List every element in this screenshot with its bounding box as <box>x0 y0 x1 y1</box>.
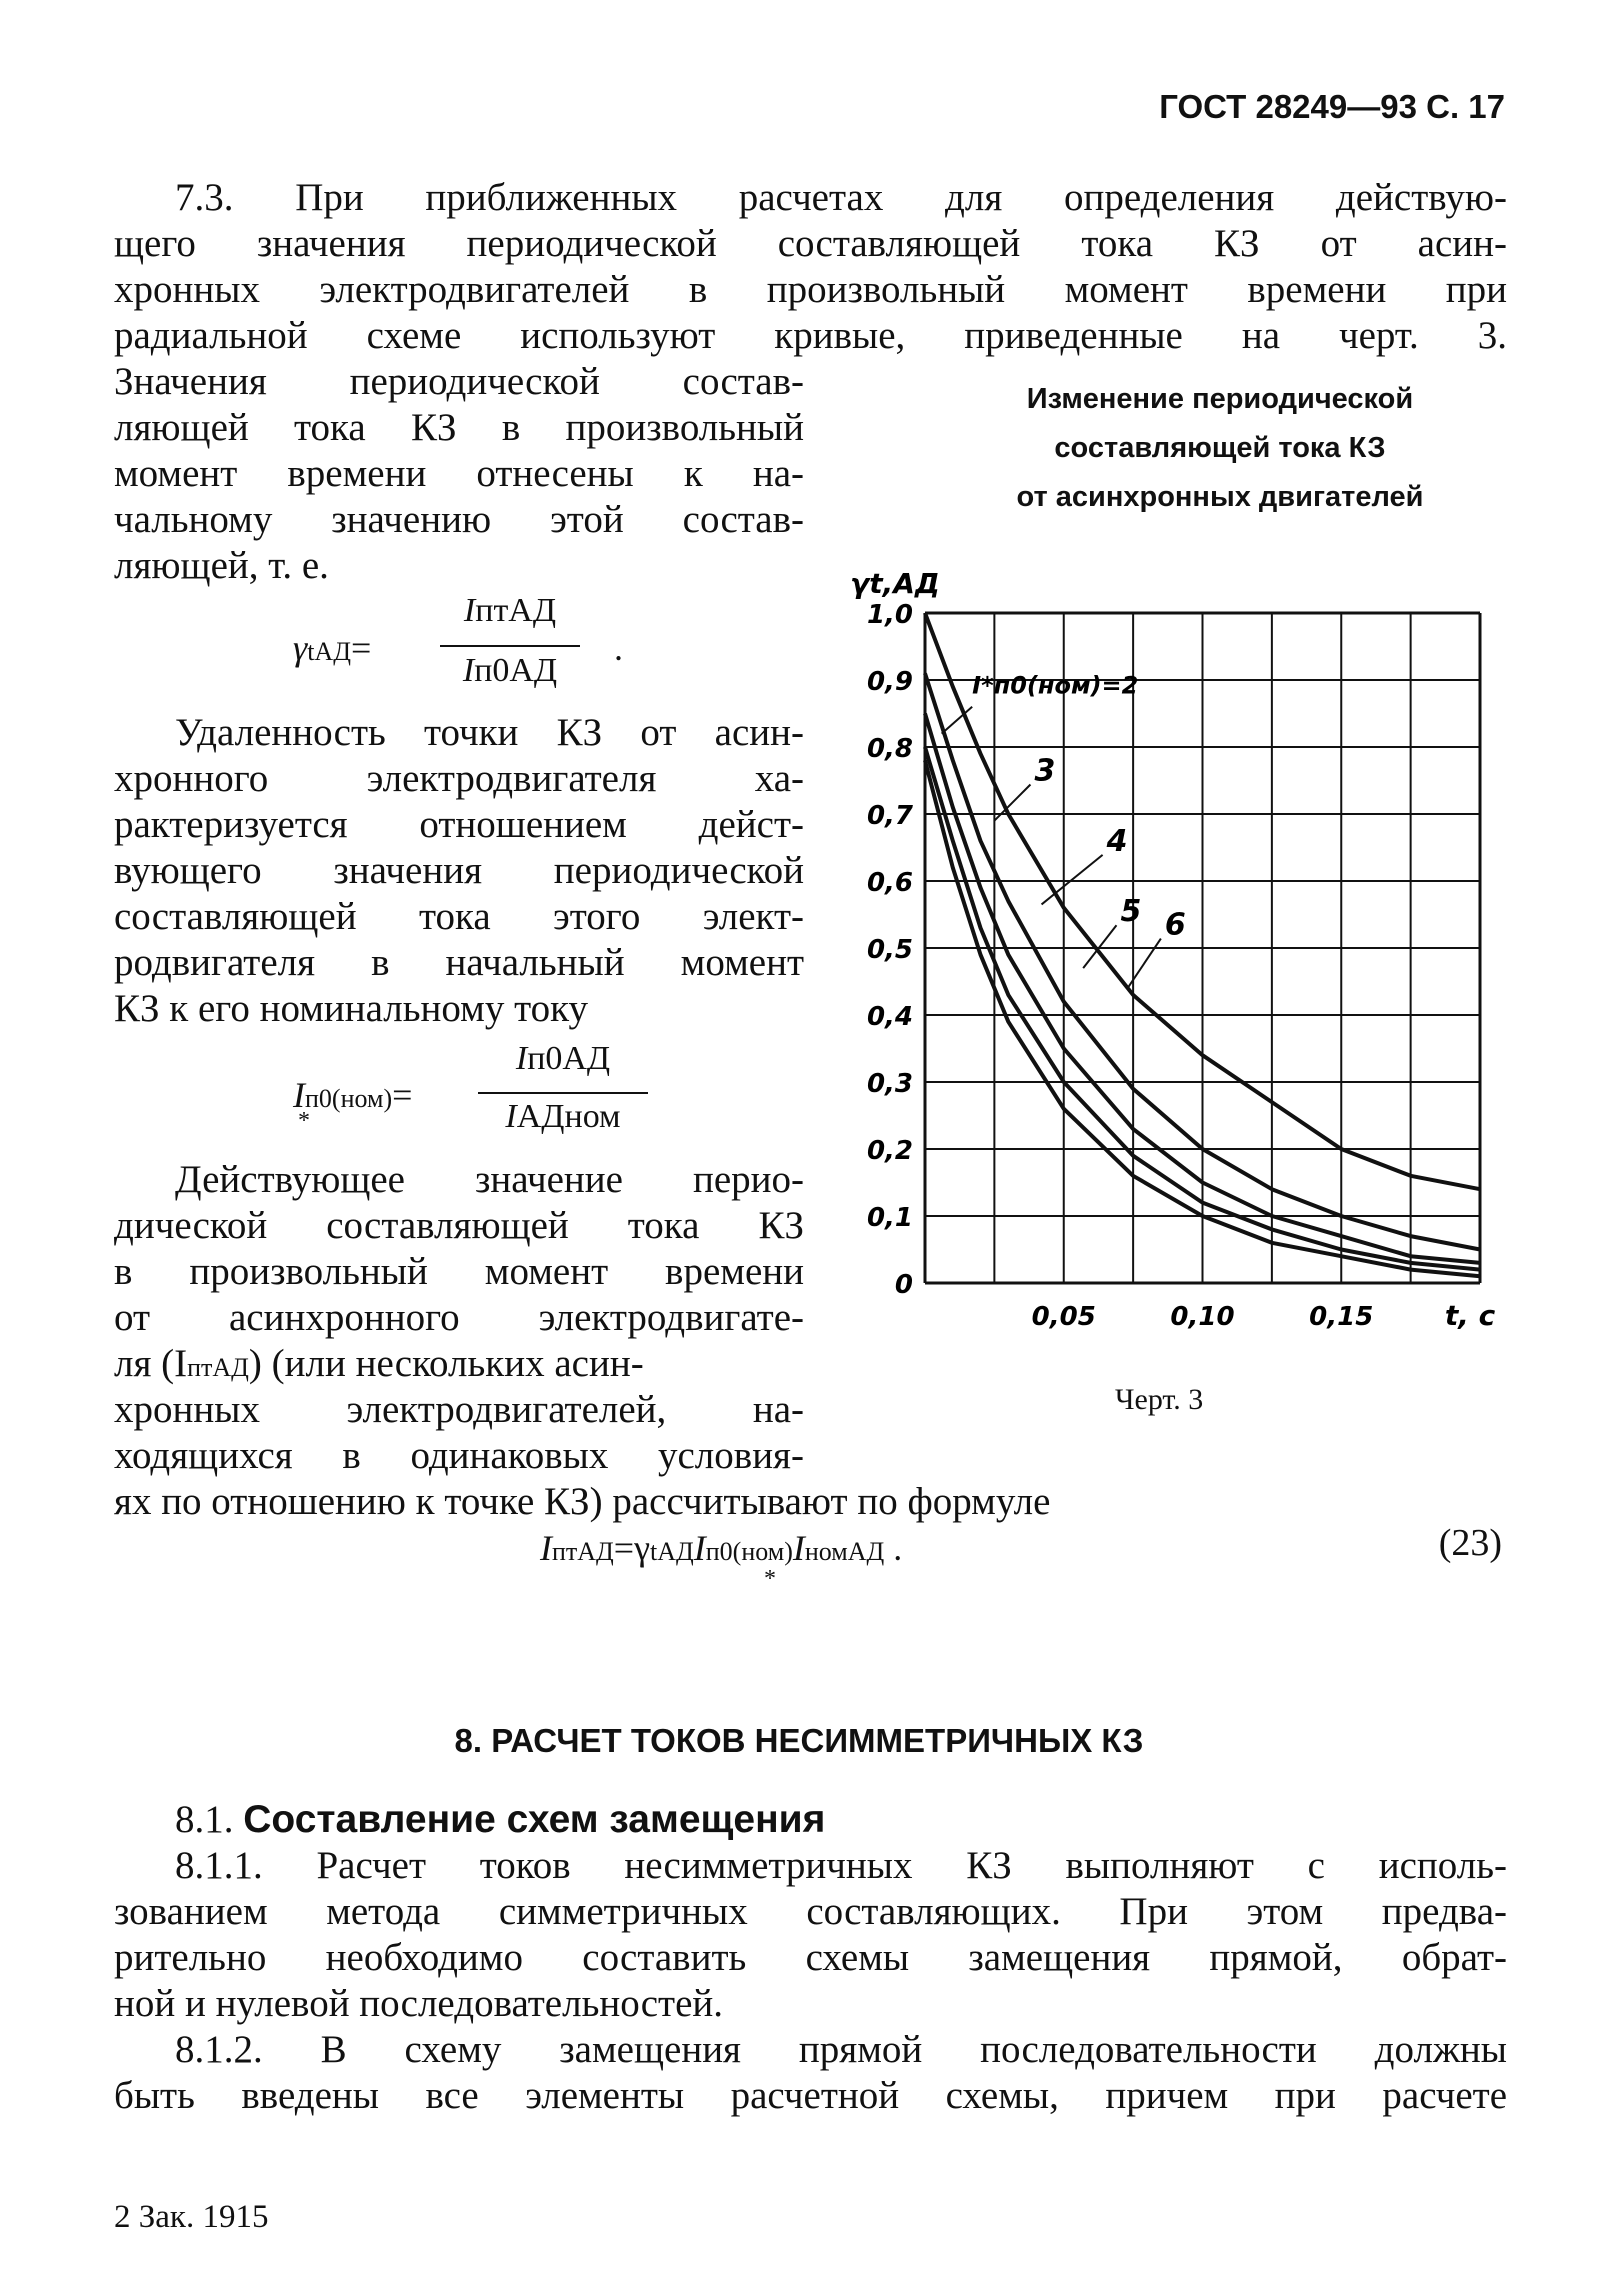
x-axis-label: t, с <box>1444 1299 1496 1332</box>
curve-label: 3 <box>1034 753 1056 789</box>
para-effective-line-4: от асинхронного электродвигате- <box>114 1296 804 1339</box>
x-tick-label: 0,15 <box>1309 1302 1374 1332</box>
leader-line <box>1042 855 1103 905</box>
footer-order: 2 Зак. 1915 <box>114 2199 269 2235</box>
formula-ratio-lhs: Iп0(ном)= <box>293 1075 413 1115</box>
figure-title-line-2: составляющей тока КЗ <box>1054 432 1386 464</box>
para-effective-last: ях по отношению к точке КЗ) рассчитывают по формуле <box>114 1480 1051 1523</box>
curve-label: 6 <box>1164 907 1186 943</box>
para-7-3-line-1: 7.3. При приближенных расчетах для определения действую- <box>175 176 1507 219</box>
para-effective-line-2: дической составляющей тока КЗ <box>114 1204 804 1247</box>
curve-label: 4 <box>1106 823 1128 859</box>
y-tick-label: 0,4 <box>866 1002 913 1032</box>
para-distance-line-3: рактеризуется отношением дейст- <box>114 803 804 846</box>
para-effective-line-5: ля (IптАД) (или нескольких асин- <box>114 1342 644 1385</box>
para-effective-line-3: в произвольный момент времени <box>114 1250 804 1293</box>
para-effective-line-7: ходящихся в одинаковых условия- <box>114 1434 804 1477</box>
para-distance-line-6: родвигателя в начальный момент <box>114 941 804 984</box>
formula-23-star: * <box>764 1566 776 1592</box>
y-tick-label: 0,9 <box>866 667 913 697</box>
para-7-3-left-3: момент времени отнесены к на- <box>114 452 804 495</box>
curve-label: 5 <box>1120 894 1142 930</box>
formula-ratio-star: * <box>298 1108 310 1134</box>
para-7-3-left-4: чальному значению этой состав- <box>114 498 804 541</box>
para-7-3-line-2: щего значения периодической составляющей тока КЗ от асин- <box>114 222 1507 265</box>
y-tick-label: 0,1 <box>866 1203 913 1233</box>
page-header: ГОСТ 28249—93 С. 17 <box>1159 88 1505 125</box>
y-tick-label: 0,7 <box>866 801 913 831</box>
p811-line-2: зованием метода симметричных составляющих. При этом предва- <box>114 1890 1507 1933</box>
x-tick-label: 0,10 <box>1170 1302 1235 1332</box>
figure-title-line-1: Изменение периодической <box>1026 383 1414 415</box>
para-effective-line-1: Действующее значение перио- <box>175 1158 804 1201</box>
section-title: 8. РАСЧЕТ ТОКОВ НЕСИММЕТРИЧНЫХ КЗ <box>454 1722 1144 1759</box>
y-tick-label: 1,0 <box>866 600 913 630</box>
para-distance-line-1: Удаленность точки КЗ от асин- <box>175 711 804 754</box>
p811-line-3: рительно необходимо составить схемы замещения прямой, обрат- <box>114 1936 1507 1979</box>
chart-labels <box>850 567 1495 1332</box>
leader-line <box>1083 925 1116 968</box>
formula-gamma-numerator: IптАД <box>463 592 557 629</box>
y-tick-label: 0 <box>894 1270 913 1300</box>
subsection-heading: 8.1. Составление схем замещения <box>175 1798 826 1841</box>
p811-line-1: 8.1.1. Расчет токов несимметричных КЗ выполняют с исполь- <box>175 1844 1507 1887</box>
y-axis-label: γt,АД <box>850 567 940 600</box>
para-7-3-left-5: ляющей, т. е. <box>114 544 329 587</box>
p811-line-4: ной и нулевой последовательностей. <box>114 1982 723 2025</box>
formula-gamma-denominator: Iп0АД <box>462 652 558 689</box>
equation-number: (23) <box>1438 1522 1502 1564</box>
p812-line-2: быть введены все элементы расчетной схемы, причем при расчете <box>114 2074 1507 2117</box>
para-7-3-left-2: ляющей тока КЗ в произвольный <box>114 406 804 449</box>
para-7-3-line-3: хронных электродвигателей в произвольный момент времени при <box>114 268 1507 311</box>
leader-line <box>994 785 1030 821</box>
formula-23: IптАД=γtАДIп0(ном)IномАД . <box>540 1528 903 1568</box>
y-tick-label: 0,8 <box>866 734 913 764</box>
formula-gamma-lhs: γtАД= <box>293 628 372 668</box>
para-distance-line-2: хронного электродвигателя ха- <box>114 757 804 800</box>
para-7-3-line-4: радиальной схеме используют кривые, приведенные на черт. 3. <box>114 314 1507 357</box>
formula-gamma-bar <box>440 645 580 647</box>
figure-caption: Черт. 3 <box>1115 1383 1204 1416</box>
decay-chart <box>840 555 1500 1335</box>
formula-ratio-bar <box>478 1092 648 1094</box>
y-tick-label: 0,6 <box>866 868 913 898</box>
formula-ratio-denominator: IАДном <box>505 1098 621 1135</box>
figure-title-line-3: от асинхронных двигателей <box>1016 481 1424 513</box>
para-distance-line-4: вующего значения периодической <box>114 849 804 892</box>
para-effective-line-6: хронных электродвигателей, на- <box>114 1388 804 1431</box>
y-tick-label: 0,2 <box>866 1136 913 1166</box>
formula-gamma-dot: . <box>614 628 623 668</box>
x-tick-label: 0,05 <box>1031 1302 1096 1332</box>
para-distance-line-7: КЗ к его номинальному току <box>114 987 589 1030</box>
p812-line-1: 8.1.2. В схему замещения прямой последовательности должны <box>175 2028 1507 2071</box>
formula-ratio-numerator: Iп0АД <box>515 1040 611 1077</box>
y-tick-label: 0,5 <box>866 935 913 965</box>
curve-2-annotation: I*п0(ном)=2 <box>972 671 1139 700</box>
para-7-3-left-1: Значения периодической состав- <box>114 360 804 403</box>
y-tick-label: 0,3 <box>866 1069 913 1099</box>
para-distance-line-5: составляющей тока этого элект- <box>114 895 804 938</box>
